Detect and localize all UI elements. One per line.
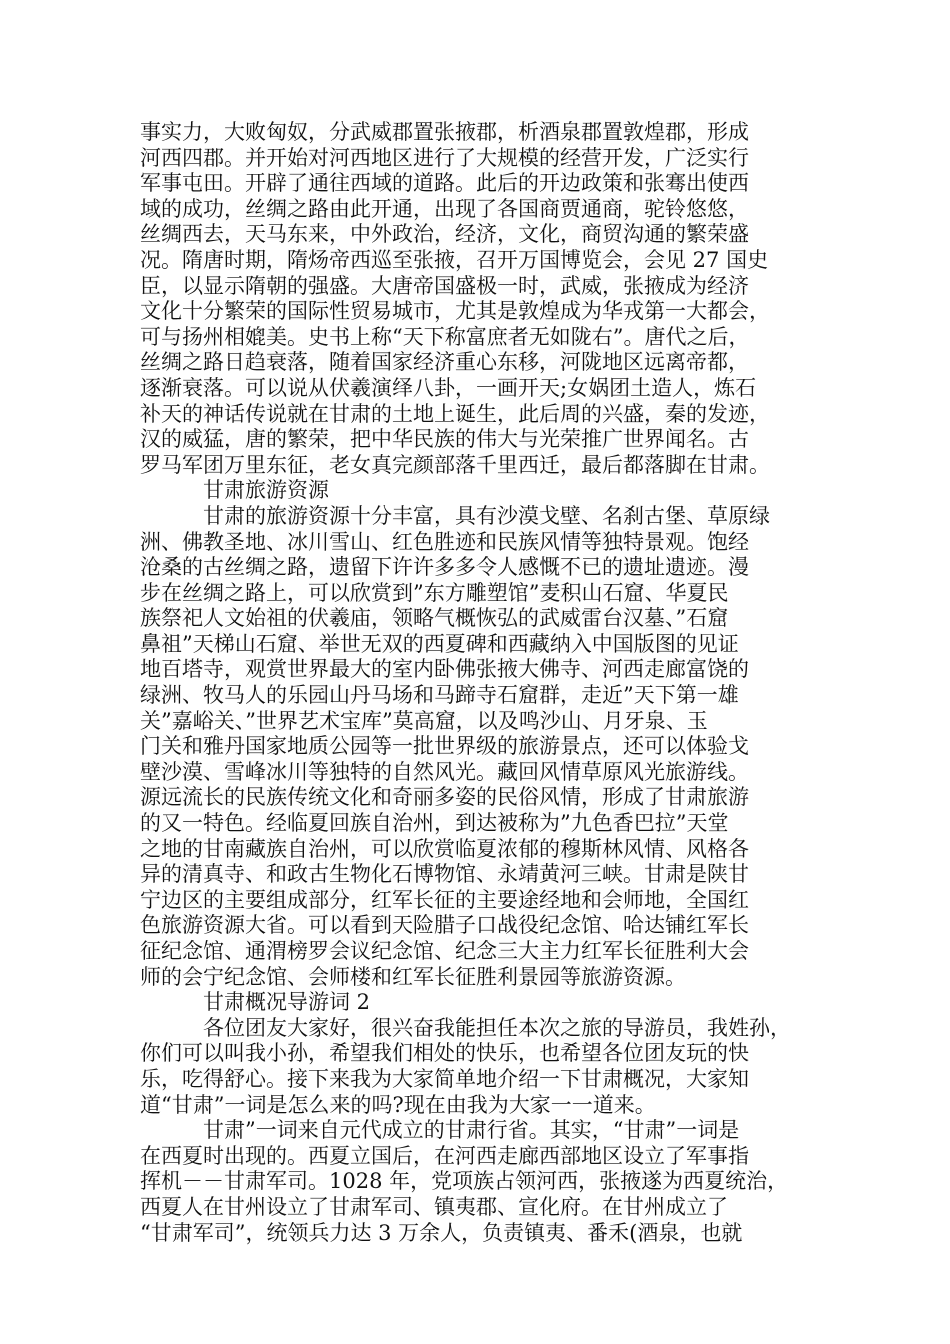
text-line: 西夏人在甘州设立了甘肃军司、镇夷郡、宣化府。在甘州成立了 bbox=[140, 1194, 728, 1219]
text-line: 逐渐衰落。可以说从伏羲演绎八卦，一画开天;女娲团土造人，炼石 bbox=[140, 375, 757, 400]
text-line: 壁沙漠、雪峰冰川等独特的自然风光。藏回风情草原风光旅游线。 bbox=[140, 759, 749, 784]
text-line: 汉的威猛，唐的繁荣，把中华民族的伟大与光荣推广世界闻名。古 bbox=[140, 427, 749, 452]
text-line: 关”嘉峪关、”世界艺术宝库”莫高窟，以及鸣沙山、月牙泉、玉 bbox=[140, 708, 708, 733]
text-line: 步在丝绸之路上，可以欣赏到”东方雕塑馆”麦积山石窟、华夏民 bbox=[140, 580, 729, 605]
text-line: 沧桑的古丝绸之路，遗留下许许多多令人感慨不已的遗址遗迹。漫 bbox=[140, 555, 749, 580]
text-line: 况。隋唐时期，隋炀帝西巡至张掖，召开万国博览会，会见 27 国史 bbox=[140, 247, 769, 272]
text-line: 各位团友大家好，很兴奋我能担任本次之旅的导游员，我姓孙， bbox=[140, 1015, 791, 1040]
document-body bbox=[140, 120, 812, 1246]
text-line: 族祭祀人文始祖的伏羲庙，领略气概恢弘的武威雷台汉墓、”石窟 bbox=[140, 606, 729, 631]
text-line: 源远流长的民族传统文化和奇丽多姿的民俗风情，形成了甘肃旅游 bbox=[140, 785, 749, 810]
text-line: 臣，以显示隋朝的强盛。大唐帝国盛极一时，武威，张掖成为经济 bbox=[140, 273, 749, 298]
text-line: 师的会宁纪念馆、会师楼和红军长征胜利景园等旅游资源。 bbox=[140, 964, 686, 989]
text-line: 色旅游资源大省。可以看到天险腊子口战役纪念馆、哈达铺红军长 bbox=[140, 913, 749, 938]
text-line: 丝绸之路日趋衰落，随着国家经济重心东移，河陇地区远离帝都， bbox=[140, 350, 749, 375]
text-line: 事实力，大败匈奴，分武威郡置张掖郡，析酒泉郡置敦煌郡，形成 bbox=[140, 120, 749, 144]
text-line: 你们可以叫我小孙，希望我们相处的快乐，也希望各位团友玩的快 bbox=[140, 1041, 749, 1066]
text-line: 可与扬州相媲美。史书上称“天下称富庶者无如陇右”。唐代之后， bbox=[140, 324, 750, 349]
text-line: 洲、佛教圣地、冰川雪山、红色胜迹和民族风情等独特景观。饱经 bbox=[140, 529, 749, 554]
section-heading: 甘肃概况导游词 2 bbox=[140, 990, 371, 1015]
text-line: 乐，吃得舒心。接下来我为大家简单地介绍一下甘肃概况，大家知 bbox=[140, 1066, 749, 1091]
text-line: 异的清真寺、和政古生物化石博物馆、永靖黄河三峡。甘肃是陕甘 bbox=[140, 862, 749, 887]
text-line: 在西夏时出现的。西夏立国后，在河西走廊西部地区设立了军事指 bbox=[140, 1143, 749, 1168]
text-line: 补天的神话传说就在甘肃的土地上诞生，此后周的兴盛，秦的发迹， bbox=[140, 401, 770, 426]
text-line: 域的成功，丝绸之路由此开通，出现了各国商贾通商，驼铃悠悠， bbox=[140, 196, 749, 221]
text-line: “甘肃军司”，统领兵力达 3 万余人，负责镇夷、番禾(酒泉，也就 bbox=[140, 1220, 743, 1245]
text-line: 甘肃的旅游资源十分丰富，具有沙漠戈壁、名刹古堡、草原绿 bbox=[140, 503, 770, 528]
text-line: 鼻祖”天梯山石窟、举世无双的西夏碑和西藏纳入中国版图的见证 bbox=[140, 631, 739, 656]
text-line: 征纪念馆、通渭榜罗会议纪念馆、纪念三大主力红军长征胜利大会 bbox=[140, 939, 749, 963]
text-line: 门关和雅丹国家地质公园等一批世界级的旅游景点，还可以体验戈 bbox=[140, 734, 749, 759]
text-line: 军事屯田。开辟了通往西域的道路。此后的开边政策和张骞出使西 bbox=[140, 171, 749, 196]
text-line: 之地的甘南藏族自治州，可以欣赏临夏浓郁的穆斯林风情、风格各 bbox=[140, 836, 749, 861]
text-line: 文化十分繁荣的国际性贸易城市，尤其是敦煌成为华戎第一大都会， bbox=[140, 299, 770, 324]
text-line: 甘肃”一词来自元代成立的甘肃行省。其实，“甘肃”一词是 bbox=[140, 1118, 740, 1143]
text-line: 丝绸西去，天马东来，中外政治，经济，文化，商贸沟通的繁荣盛 bbox=[140, 222, 749, 247]
section-heading: 甘肃旅游资源 bbox=[140, 478, 329, 503]
text-line: 河西四郡。并开始对河西地区进行了大规模的经营开发，广泛实行 bbox=[140, 145, 749, 170]
text-line: 绿洲、牧马人的乐园山丹马场和马蹄寺石窟群，走近”天下第一雄 bbox=[140, 683, 739, 708]
text-line: 挥机－－甘肃军司。1028 年，党项族占领河西，张掖遂为西夏统治， bbox=[140, 1169, 789, 1194]
text-line: 罗马军团万里东征，老女真完颜部落千里西迁，最后都落脚在甘肃。 bbox=[140, 452, 770, 477]
text-line: 宁边区的主要组成部分，红军长征的主要途经地和会师地，全国红 bbox=[140, 887, 749, 912]
text-line: 的又一特色。经临夏回族自治州，到达被称为”九色香巴拉”天堂 bbox=[140, 811, 729, 836]
text-line: 道“甘肃”一词是怎么来的吗?现在由我为大家一一道来。 bbox=[140, 1092, 656, 1117]
text-line: 地百塔寺，观赏世界最大的室内卧佛张掖大佛寺、河西走廊富饶的 bbox=[140, 657, 749, 682]
